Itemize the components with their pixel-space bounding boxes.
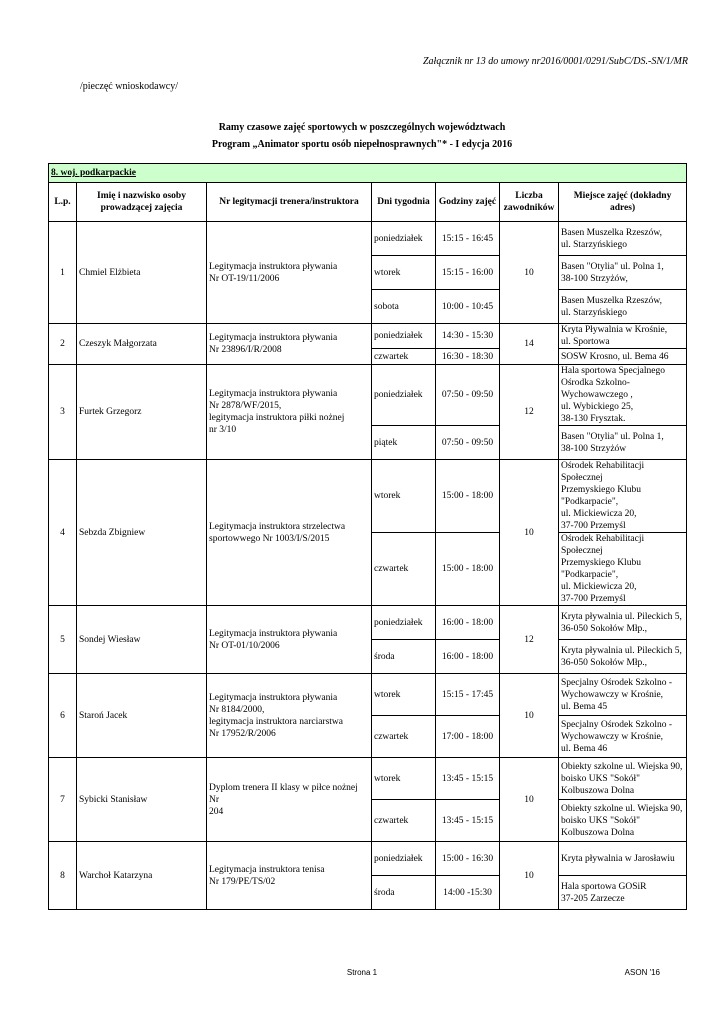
applicant-stamp-label: /pieczęć wnioskodawcy/ bbox=[80, 81, 179, 92]
license-number: Legitymacja instruktora tenisa Nr 179/PE/TS/02 bbox=[207, 842, 372, 910]
row-number: 1 bbox=[49, 222, 77, 324]
col-header-license: Nr legitymacji trenera/instruktora bbox=[207, 183, 372, 222]
row-number: 5 bbox=[49, 606, 77, 674]
session-place: Basen Muszelka Rzeszów, ul. Starzyńskiego bbox=[559, 290, 687, 324]
instructor-name: Sybicki Stanisław bbox=[77, 758, 207, 842]
row-number: 6 bbox=[49, 674, 77, 758]
participant-count: 10 bbox=[500, 222, 559, 324]
session-place: SOSW Krosno, ul. Bema 46 bbox=[559, 349, 687, 365]
instructor-name: Staroń Jacek bbox=[77, 674, 207, 758]
session-place: Hala sportowa GOSiR 37-205 Zarzecze bbox=[559, 876, 687, 910]
session-day: czwartek bbox=[372, 716, 436, 758]
session-day: sobota bbox=[372, 290, 436, 324]
session-day: poniedziałek bbox=[372, 222, 436, 256]
session-hours: 07:50 - 09:50 bbox=[436, 365, 500, 426]
session-day: środa bbox=[372, 876, 436, 910]
participant-count: 12 bbox=[500, 365, 559, 460]
table-row bbox=[49, 365, 687, 426]
region-label: 8. woj. podkarpackie bbox=[49, 164, 687, 183]
session-day: wtorek bbox=[372, 460, 436, 533]
session-hours: 10:00 - 10:45 bbox=[436, 290, 500, 324]
table-row bbox=[49, 606, 687, 640]
table-row bbox=[49, 460, 687, 533]
col-header-lp: L.p. bbox=[49, 183, 77, 222]
table-row bbox=[49, 842, 687, 876]
participant-count: 12 bbox=[500, 606, 559, 674]
row-number: 2 bbox=[49, 324, 77, 365]
session-day: piątek bbox=[372, 426, 436, 460]
table-row bbox=[49, 758, 687, 800]
session-day: poniedziałek bbox=[372, 842, 436, 876]
session-hours: 13:45 - 15:15 bbox=[436, 758, 500, 800]
session-place: Specjalny Ośrodek Szkolno - Wychowawczy w Krośnie, ul. Bema 46 bbox=[559, 716, 687, 758]
license-number: Legitymacja instruktora pływania Nr OT-01/10/2006 bbox=[207, 606, 372, 674]
session-day: poniedziałek bbox=[372, 365, 436, 426]
session-place: Kryta pływalnia ul. Pileckich 5, 36-050 Sokołów Młp., bbox=[559, 606, 687, 640]
session-day: wtorek bbox=[372, 758, 436, 800]
license-number: Legitymacja instruktora strzelectwa sportowwego Nr 1003/I/S/2015 bbox=[207, 460, 372, 606]
participant-count: 14 bbox=[500, 324, 559, 365]
attachment-reference: Załącznik nr 13 do umowy nr2016/0001/0291/SubC/DS.-SN/1/MR bbox=[423, 56, 688, 67]
header-row bbox=[49, 183, 687, 222]
col-header-hours: Godziny zajęć bbox=[436, 183, 500, 222]
session-day: środa bbox=[372, 640, 436, 674]
row-number: 3 bbox=[49, 365, 77, 460]
session-hours: 15:15 - 16:45 bbox=[436, 222, 500, 256]
license-number: Legitymacja instruktora pływania Nr 23896/I/R/2008 bbox=[207, 324, 372, 365]
instructor-name: Sondej Wiesław bbox=[77, 606, 207, 674]
col-header-count: Liczba zawodników bbox=[500, 183, 559, 222]
license-number: Legitymacja instruktora pływania Nr 8184/2000, legitymacja instruktora narciarstwa Nr 17952/R/2006 bbox=[207, 674, 372, 758]
session-hours: 16:00 - 18:00 bbox=[436, 606, 500, 640]
row-number: 4 bbox=[49, 460, 77, 606]
session-place: Basen Muszelka Rzeszów, ul. Starzyńskiego bbox=[559, 222, 687, 256]
license-number: Legitymacja instruktora pływania Nr OT-19/11/2006 bbox=[207, 222, 372, 324]
license-number: Dyplom trenera II klasy w piłce nożnej Nr 204 bbox=[207, 758, 372, 842]
session-day: czwartek bbox=[372, 349, 436, 365]
session-hours: 15:00 - 18:00 bbox=[436, 533, 500, 606]
table-row bbox=[49, 324, 687, 349]
program-title: Program „Animator sportu osób niepełnosprawnych"* - I edycja 2016 bbox=[211, 139, 513, 150]
session-hours: 07:50 - 09:50 bbox=[436, 426, 500, 460]
session-place: Kryta pływalnia ul. Pileckich 5, 36-050 Sokołów Młp., bbox=[559, 640, 687, 674]
footer-mark: ASON '16 bbox=[624, 968, 660, 977]
session-day: wtorek bbox=[372, 674, 436, 716]
table-row bbox=[49, 674, 687, 716]
row-number: 8 bbox=[49, 842, 77, 910]
region-row bbox=[49, 164, 687, 183]
session-day: wtorek bbox=[372, 256, 436, 290]
schedule-table bbox=[48, 163, 687, 910]
session-hours: 15:15 - 16:00 bbox=[436, 256, 500, 290]
instructor-name: Chmiel Elżbieta bbox=[77, 222, 207, 324]
col-header-day: Dni tygodnia bbox=[372, 183, 436, 222]
instructor-name: Sebzda Zbigniew bbox=[77, 460, 207, 606]
participant-count: 10 bbox=[500, 674, 559, 758]
session-place: Kryta pływalnia w Jarosławiu bbox=[559, 842, 687, 876]
session-hours: 15:15 - 17:45 bbox=[436, 674, 500, 716]
participant-count: 10 bbox=[500, 758, 559, 842]
row-number: 7 bbox=[49, 758, 77, 842]
instructor-name: Furtek Grzegorz bbox=[77, 365, 207, 460]
session-place: Hala sportowa Specjalnego Ośrodka Szkolno- Wychowawczego , ul. Wybickiego 25, 38-130 Frysztak. bbox=[559, 365, 687, 426]
session-hours: 16:30 - 18:30 bbox=[436, 349, 500, 365]
session-place: Basen "Otylia" ul. Polna 1, 38-100 Strzyżów, bbox=[559, 256, 687, 290]
session-place: Kryta Pływalnia w Krośnie, ul. Sportowa bbox=[559, 324, 687, 349]
participant-count: 10 bbox=[500, 460, 559, 606]
session-place: Ośrodek Rehabilitacji Społecznej Przemyskiego Klubu "Podkarpacie", ul. Mickiewicza 20, 37-700 Przemyśl bbox=[559, 533, 687, 606]
session-place: Obiekty szkolne ul. Wiejska 90, boisko UKS "Sokół" Kolbuszowa Dolna bbox=[559, 800, 687, 842]
session-day: czwartek bbox=[372, 533, 436, 606]
session-day: czwartek bbox=[372, 800, 436, 842]
session-hours: 13:45 - 15:15 bbox=[436, 800, 500, 842]
table-row bbox=[49, 222, 687, 256]
session-place: Obiekty szkolne ul. Wiejska 90, boisko UKS "Sokół" Kolbuszowa Dolna bbox=[559, 758, 687, 800]
session-day: poniedziałek bbox=[372, 606, 436, 640]
instructor-name: Warchoł Katarzyna bbox=[77, 842, 207, 910]
session-hours: 15:00 - 16:30 bbox=[436, 842, 500, 876]
session-day: poniedziałek bbox=[372, 324, 436, 349]
page-number: Strona 1 bbox=[346, 968, 378, 977]
session-hours: 17:00 - 18:00 bbox=[436, 716, 500, 758]
session-place: Basen "Otylia" ul. Polna 1, 38-100 Strzyżów bbox=[559, 426, 687, 460]
session-hours: 15:00 - 18:00 bbox=[436, 460, 500, 533]
license-number: Legitymacja instruktora pływania Nr 2878/WF/2015, legitymacja instruktora piłki nożnej nr 3/10 bbox=[207, 365, 372, 460]
session-hours: 16:00 - 18:00 bbox=[436, 640, 500, 674]
col-header-place: Miejsce zajęć (dokładny adres) bbox=[559, 183, 687, 222]
participant-count: 10 bbox=[500, 842, 559, 910]
instructor-name: Czeszyk Małgorzata bbox=[77, 324, 207, 365]
col-header-name: Imię i nazwisko osoby prowadzącej zajęcia bbox=[77, 183, 207, 222]
session-hours: 14:00 -15:30 bbox=[436, 876, 500, 910]
session-hours: 14:30 - 15:30 bbox=[436, 324, 500, 349]
document-title: Ramy czasowe zajęć sportowych w poszczególnych województwach bbox=[218, 122, 506, 133]
session-place: Ośrodek Rehabilitacji Społecznej Przemyskiego Klubu "Podkarpacie", ul. Mickiewicza 20, 37-700 Przemyśl bbox=[559, 460, 687, 533]
session-place: Specjalny Ośrodek Szkolno - Wychowawczy w Krośnie, ul. Bema 45 bbox=[559, 674, 687, 716]
